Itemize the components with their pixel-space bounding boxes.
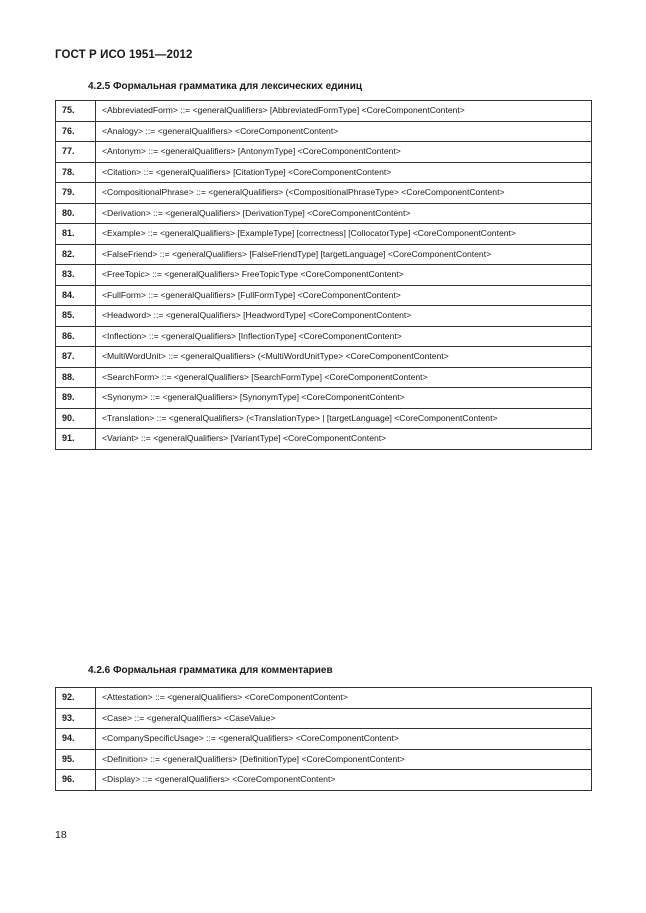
- rule-text: <CompositionalPhrase> ::= <generalQualifiers> (<CompositionalPhraseType> <CoreComponentContent>: [96, 183, 592, 204]
- rule-text: <SearchForm> ::= <generalQualifiers> [SearchFormType] <CoreComponentContent>: [96, 367, 592, 388]
- rule-text: <FreeTopic> ::= <generalQualifiers> FreeTopicType <CoreComponentContent>: [96, 265, 592, 286]
- table-row: [56, 408, 592, 429]
- rule-text: <Display> ::= <generalQualifiers> <CoreComponentContent>: [96, 770, 592, 791]
- table-row: [56, 326, 592, 347]
- grammar-table-comments: [55, 687, 592, 791]
- rule-text: <Translation> ::= <generalQualifiers> (<TranslationType> | [targetLanguage] <CoreComponentContent>: [96, 408, 592, 429]
- rule-text: <Example> ::= <generalQualifiers> [ExampleType] [correctness] [CollocatorType] <CoreComponentContent>: [96, 224, 592, 245]
- rule-number: 77.: [56, 142, 96, 163]
- rule-text: <Headword> ::= <generalQualifiers> [HeadwordType] <CoreComponentContent>: [96, 306, 592, 327]
- table-row: [56, 306, 592, 327]
- table-row: [56, 265, 592, 286]
- table-row: [56, 388, 592, 409]
- rule-number: 88.: [56, 367, 96, 388]
- table-row: [56, 367, 592, 388]
- rule-text: <Citation> ::= <generalQualifiers> [CitationType] <CoreComponentContent>: [96, 162, 592, 183]
- rule-number: 87.: [56, 347, 96, 368]
- table-row: [56, 142, 592, 163]
- rule-text: <Derivation> ::= <generalQualifiers> [DerivationType] <CoreComponentContent>: [96, 203, 592, 224]
- document-header: ГОСТ Р ИСО 1951—2012: [55, 49, 193, 61]
- rule-text: <Synonym> ::= <generalQualifiers> [SynonymType] <CoreComponentContent>: [96, 388, 592, 409]
- table-row: [56, 729, 592, 750]
- table-row: [56, 347, 592, 368]
- rule-number: 76.: [56, 121, 96, 142]
- table-row: [56, 244, 592, 265]
- rule-number: 92.: [56, 688, 96, 709]
- rule-text: <CompanySpecificUsage> ::= <generalQualifiers> <CoreComponentContent>: [96, 729, 592, 750]
- rule-text: <Case> ::= <generalQualifiers> <CaseValue>: [96, 708, 592, 729]
- table-row: [56, 285, 592, 306]
- rule-text: <MultiWordUnit> ::= <generalQualifiers> (<MultiWordUnitType> <CoreComponentContent>: [96, 347, 592, 368]
- table-row: [56, 770, 592, 791]
- rule-text: <Variant> ::= <generalQualifiers> [VariantType] <CoreComponentContent>: [96, 429, 592, 450]
- table-row: [56, 708, 592, 729]
- rule-number: 94.: [56, 729, 96, 750]
- rule-number: 90.: [56, 408, 96, 429]
- rule-number: 75.: [56, 101, 96, 122]
- rule-number: 79.: [56, 183, 96, 204]
- table-row: [56, 183, 592, 204]
- rule-text: <Analogy> ::= <generalQualifiers> <CoreComponentContent>: [96, 121, 592, 142]
- rule-text: <Definition> ::= <generalQualifiers> [DefinitionType] <CoreComponentContent>: [96, 749, 592, 770]
- table-row: [56, 101, 592, 122]
- rule-number: 84.: [56, 285, 96, 306]
- rule-number: 91.: [56, 429, 96, 450]
- table-row: [56, 224, 592, 245]
- section-title-lexical-units: 4.2.5 Формальная грамматика для лексических единиц: [88, 81, 362, 92]
- table-row: [56, 749, 592, 770]
- page-number: 18: [55, 829, 67, 841]
- rule-text: <AbbreviatedForm> ::= <generalQualifiers> [AbbreviatedFormType] <CoreComponentContent>: [96, 101, 592, 122]
- rule-number: 82.: [56, 244, 96, 265]
- rule-number: 89.: [56, 388, 96, 409]
- rule-number: 95.: [56, 749, 96, 770]
- rule-text: <Attestation> ::= <generalQualifiers> <CoreComponentContent>: [96, 688, 592, 709]
- rule-number: 86.: [56, 326, 96, 347]
- rule-number: 85.: [56, 306, 96, 327]
- table-row: [56, 688, 592, 709]
- rule-number: 78.: [56, 162, 96, 183]
- rule-number: 81.: [56, 224, 96, 245]
- rule-text: <Inflection> ::= <generalQualifiers> [InflectionType] <CoreComponentContent>: [96, 326, 592, 347]
- rule-text: <FullForm> ::= <generalQualifiers> [FullFormType] <CoreComponentContent>: [96, 285, 592, 306]
- rule-number: 93.: [56, 708, 96, 729]
- section-title-comments: 4.2.6 Формальная грамматика для комментариев: [88, 665, 333, 676]
- rule-number: 80.: [56, 203, 96, 224]
- rule-text: <Antonym> ::= <generalQualifiers> [AntonymType] <CoreComponentContent>: [96, 142, 592, 163]
- grammar-table-lexical-units: [55, 100, 592, 450]
- table-row: [56, 203, 592, 224]
- table-row: [56, 429, 592, 450]
- rule-text: <FalseFriend> ::= <generalQualifiers> [FalseFriendType] [targetLanguage] <CoreComponentContent>: [96, 244, 592, 265]
- table-row: [56, 162, 592, 183]
- table-row: [56, 121, 592, 142]
- rule-number: 83.: [56, 265, 96, 286]
- rule-number: 96.: [56, 770, 96, 791]
